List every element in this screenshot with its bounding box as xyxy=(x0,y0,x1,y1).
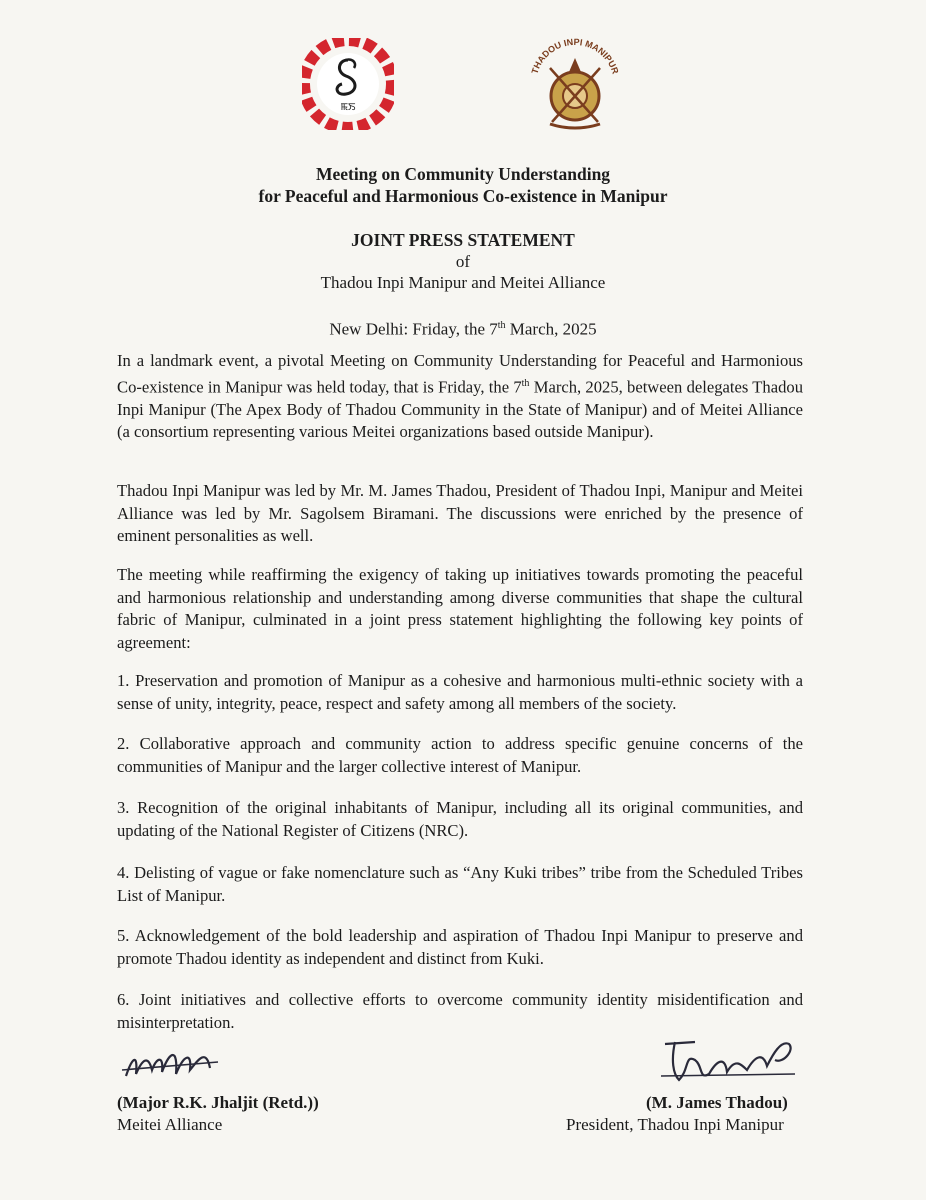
statement-heading: JOINT PRESS STATEMENT xyxy=(351,230,575,250)
meeting-title-line1: Meeting on Community Understanding xyxy=(315,164,611,184)
right-signatory-org: President, Thadou Inpi Manipur xyxy=(566,1115,784,1134)
agreement-point-6: 6. Joint initiatives and collective efforts to overcome community identity misidentification and misinterpretation. xyxy=(117,990,803,1032)
paragraph-3: The meeting while reaffirming the exigency of taking up initiatives towards promoting the peaceful and harmonious relationship and understanding among diverse communities that shape the cultural fabric of Manipur, culminated in a joint press statement highlighting the following key points of agreement: xyxy=(117,565,803,652)
paragraph-1-a: In a landmark event, a pivotal Meeting on Community Understanding for Peaceful and Harmonious Co-existence in Manipur was held today, that is Friday, the 7 xyxy=(117,351,803,397)
dateline-sup: th xyxy=(497,320,506,331)
paragraph-1 xyxy=(117,350,803,444)
left-emblem-text: ꯃꯏ xyxy=(340,102,356,113)
agreement-point-5: 5. Acknowledgement of the bold leadership and aspiration of Thadou Inpi Manipur to preserve and promote Thadou identity as independent and distinct from Kuki. xyxy=(117,926,803,968)
thadou-inpi-logo xyxy=(520,28,630,138)
left-signatory-name: (Major R.K. Jhaljit (Retd.)) xyxy=(117,1093,319,1112)
agreement-point-1: 1. Preservation and promotion of Manipur as a cohesive and harmonious multi-ethnic society with a sense of unity, integrity, peace, respect and safety among all members of the society. xyxy=(117,671,803,713)
right-signatory-name: (M. James Thadou) xyxy=(646,1093,788,1112)
meitei-alliance-logo xyxy=(302,38,394,130)
meeting-title-line2: for Peaceful and Harmonious Co-existence in Manipur xyxy=(258,186,668,206)
agreement-point-4: 4. Delisting of vague or fake nomenclature such as “Any Kuki tribes” tribe from the Scheduled Tribes List of Manipur. xyxy=(117,863,803,905)
dateline-suffix: March, 2025 xyxy=(505,319,597,339)
parties-line: Thadou Inpi Manipur and Meitei Alliance xyxy=(320,273,606,292)
left-signatory-org: Meitei Alliance xyxy=(117,1115,223,1134)
paragraph-1-b: March, 2025, between delegates Thadou Inpi Manipur (The Apex Body of Thadou Community in the State of Manipur) and of Meitei Alliance (a consortium representing various Meitei organizations based outside Manipur). xyxy=(117,377,803,442)
of-word: of xyxy=(455,252,471,271)
right-emblem-text: THADOU INPI MANIPUR xyxy=(529,36,621,76)
dateline-prefix: New Delhi: Friday, the 7 xyxy=(329,319,498,339)
paragraph-1-sup: th xyxy=(521,377,530,389)
agreement-point-2: 2. Collaborative approach and community action to address specific genuine concerns of the communities of Manipur and the larger collective interest of Manipur. xyxy=(117,734,803,776)
agreement-point-3: 3. Recognition of the original inhabitants of Manipur, including all its original communities, and updating of the National Register of Citizens (NRC). xyxy=(117,798,803,840)
dateline xyxy=(0,315,926,341)
paragraph-2: Thadou Inpi Manipur was led by Mr. M. James Thadou, President of Thadou Inpi, Manipur and Meitei Alliance was led by Mr. Sagolsem Biramani. The discussions were enriched by the presence of eminent personalities as well. xyxy=(117,481,803,545)
right-signature xyxy=(655,1030,805,1092)
left-signature xyxy=(118,1040,228,1090)
